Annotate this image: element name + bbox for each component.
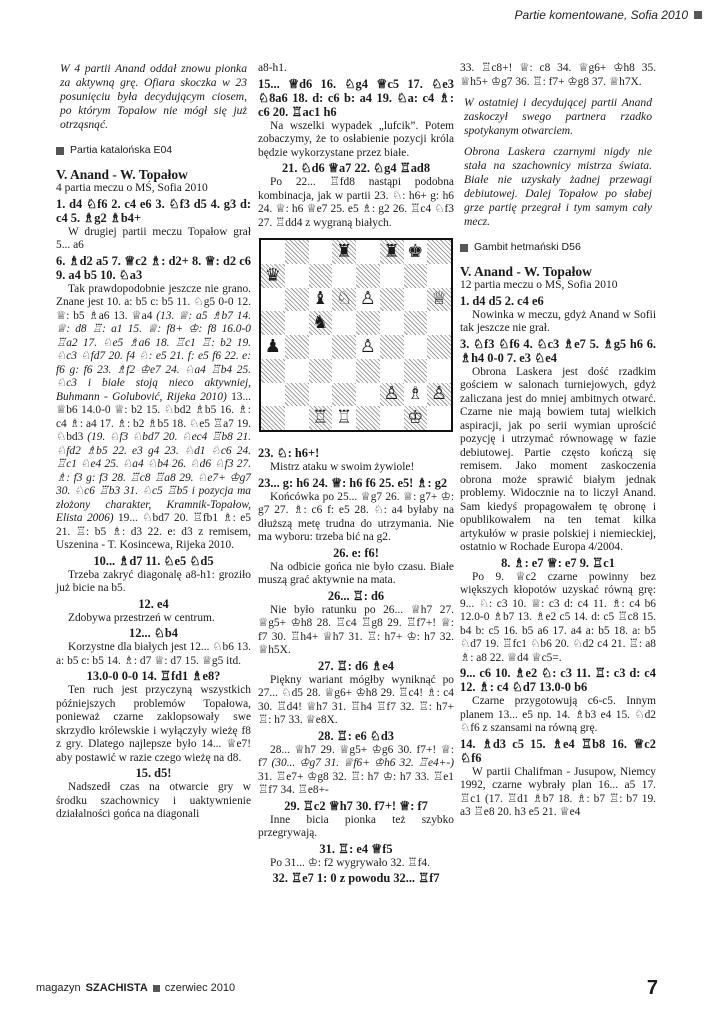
moves: 23. ♘: h6+!: [258, 446, 320, 460]
board-square: [309, 383, 333, 407]
comment-variation: (19. ♘f3 ♘bd7 20. ♘ec4 ♖b8 21. ♘fd2 ♗b5 22. e3 g4 23. ♘d1 ♘c6 24. ♖c1 ♘e4 25. ♘a4 ♘b4 26. ♘d6 ♘f3 27. ♗: f3 g: f3 28. ♖c8 ♖a8 29. ♘e7+ ♔g7 30. ♘c6 ♖b3 31. ♘c5 ♖b5 i pozycja ma złożony charakter, Kramnik-Topałow, Elista 2006): [56, 431, 251, 524]
comment: Końcówka po 25... ♕g7 26. ♕: g7+ ♔: g7 27. ♗: c6 f: e5 28. ♘: a4 byłaby na dłuższą metę trudna do utrzymania. Nie ma wyboru: trzeba bić na g2.: [258, 490, 454, 543]
moves: 15... ♕d6 16. ♘g4 ♕c5 17. ♘e3 ♘8a6 18. d: c6 b: a4 19. ♘a: c4 ♗: c6 20. ♖ac1 h6: [258, 76, 454, 119]
board-square: [285, 383, 309, 407]
board-square: [404, 359, 428, 383]
board-square: [427, 406, 451, 430]
comment: 33. ♖c8+! ♕: c8 34. ♕g6+ ♔h8 35. ♕h5+ ♔g7 36. ♖: f7+ ♔g8 37. ♕h7X.: [460, 62, 656, 88]
chess-piece: ♜: [332, 240, 356, 264]
chess-piece: ♛: [261, 264, 285, 288]
board-square: [356, 311, 380, 335]
chess-piece: ♕: [427, 288, 451, 312]
board-square: [285, 311, 309, 335]
comment: Czarne przygotowują c6-c5. Innym planem 13... e5 np. 14. ♗b3 e4 15. ♘d2 ♘f6 z szansami na równą grę.: [460, 695, 656, 734]
moves: 1. d4 d5 2. c4 e6: [460, 293, 544, 308]
header-title: Partie komentowane, Sofia 2010: [514, 8, 688, 22]
board-square: [261, 359, 285, 383]
comment-variation: (13. ♕: a5 ♗b7 14. ♕: d8 ♖: a1 15. ♕: f8+ ♔: f8 16.0-0 ♖a2 17. ♘e5 ♗a6 18. ♖c1 ♖: b2 19. ♘c3 ♘fd7 20. f4 ♘: e5 21. f: e5 f6 22. e: f6 g: f6 23. ♗f2 ♔e7 24. ♘a4 ♖b4 25. ♘c3 i białe stoją nieco aktywniej, Buhmann - Golubović, Rijeka 2010): [56, 309, 251, 403]
moves: 9... c6 10. ♗e2 ♘: c3 11. ♖: c3 d: c4 12. ♗: c4 ♘d7 13.0-0 b6: [460, 666, 656, 694]
board-square: [356, 264, 380, 288]
board-square: [261, 240, 285, 264]
board-square: [380, 335, 404, 359]
board-square: [285, 264, 309, 288]
comment: Trzeba zakryć diagonalę a8-h1: groziło już bicie na b5.: [56, 568, 251, 594]
intro-text: W 4 partii Anand oddał znowu pionka za aktywną grę. Ofiara skoczka w 23 posunięciu była decydującym ciosem, po którym Topałow nie mógł się już otrząsnąć.: [60, 62, 247, 131]
game-title: V. Anand - W. Topałow: [56, 166, 188, 182]
game-title: V. Anand - W. Topałow: [460, 263, 592, 279]
comment: Po 22... ♖fd8 nastąpi podobna kombinacja, jak w partii 23. ♘: h6+ g: h6 24. ♕: h6 ♕e7 25. e5 ♗: g2 26. ♖c4 ♘f3 27. ♖dd4 z wygraną białych.: [258, 176, 454, 229]
board-square: [285, 359, 309, 383]
comment: Obrona Laskera jest dość rzadkim gościem w salonach turniejowych, gdyż zaliczana jest do mniej ambitnych otwarć. Czarne nie mają bowiem tutaj wielkich aspiracji, jak po serii wymian uprościć pozycję i utrzymać równowagę w fazie debiutowej. Partie często kończą się remisem. Jako moment zaskoczenia obrona może sprawić białym jednak problemy. Widocznie na to liczył Anand. Sam kiedyś propagowałem tę obronę i opublikowałem na ten temat kilka artykułów w prasie polskiej i niemieckiej, ostatnio w Rochade Europa 4/2004.: [460, 365, 656, 553]
board-square: [261, 311, 285, 335]
comment: Zdobywa przestrzeń w centrum.: [68, 611, 215, 624]
chess-piece: ♘: [332, 288, 356, 312]
comment: Nowinka w meczu, gdyż Anand w Sofii tak jeszcze nie grał.: [460, 308, 656, 334]
chess-piece: ♟: [261, 335, 285, 359]
board-square: [427, 264, 451, 288]
comment-variation: (30... ♔g7 31. ♕f6+ ♔h6 32. ♖e4+-): [271, 757, 454, 769]
board-square: [380, 406, 404, 430]
moves: 29. ♖c2 ♕h7 30. f7+! ♕: f7: [284, 798, 428, 813]
header-square-icon: [694, 11, 702, 19]
game-subtitle: 4 partia meczu o MŚ, Sofia 2010: [56, 182, 208, 194]
board-square: [261, 406, 285, 430]
comment-part: 19... ♘bd7 20. ♖fb1 ♗: e5 21. ♖: b5 ♗: d3 22. e: d3 z remisem, Uszenina - T. Kosincewa, Rijeka 2010.: [56, 512, 251, 551]
moves: 28. ♖: e6 ♘d3: [318, 728, 394, 743]
comment: W drugiej partii meczu Topałow grał 5... a6: [56, 225, 251, 251]
board-square: [380, 311, 404, 335]
board-square: [380, 359, 404, 383]
comment-part: 13... ♕b6 14.0-0 ♕: b2 15. ♘bd2 ♗b5 16. ♗: c4 ♗: a4 17. ♗: b2 ♗b5 18. ♘e5 ♖a7 19. ♘bd3: [56, 390, 251, 443]
board-square: [332, 383, 356, 407]
comment: a8-h1.: [258, 62, 287, 74]
section-title: Gambit hetmański D56: [474, 241, 581, 253]
moves: 21. ♘d6 ♕a7 22. ♘g4 ♖ad8: [281, 161, 431, 175]
board-square: [332, 359, 356, 383]
board-square: [332, 335, 356, 359]
board-square: [285, 406, 309, 430]
moves: 12... ♘b4: [129, 626, 178, 640]
chess-piece: ♝: [309, 288, 333, 312]
footer-date: czerwiec 2010: [164, 982, 236, 994]
board-square: [404, 264, 428, 288]
comment: Mistrz ataku w swoim żywiole!: [270, 461, 415, 473]
comment: Po 31... ♔: f2 wygrywało 32. ♖f4.: [270, 856, 430, 869]
moves: 14. ♗d3 c5 15. ♗e4 ♖b8 16. ♕c2 ♘f6: [460, 736, 656, 765]
section-heading: [460, 241, 656, 255]
board-square: [332, 264, 356, 288]
board-square: [404, 288, 428, 312]
page-number: 7: [646, 977, 658, 999]
comment: Korzystne dla białych jest 12... ♘b6 13. a: b5 c: b5 14. ♗: d7 ♕: d7 15. ♕g5 itd.: [56, 641, 251, 667]
chess-piece: ♜: [380, 240, 404, 264]
moves: 3. ♘f3 ♘f6 4. ♘c3 ♗e7 5. ♗g5 h6 6. ♗h4 0-0 7. e3 ♘e4: [460, 336, 656, 365]
comment-part: 28... ♕h7 29. ♕g5+ ♔g6 30. f7+! ♕: f7: [258, 743, 454, 769]
chess-piece: ♙: [380, 383, 404, 407]
chess-piece: ♙: [356, 288, 380, 312]
board-square: [404, 335, 428, 359]
section-title: Partia katalońska E04: [70, 144, 173, 156]
board-square: [332, 311, 356, 335]
chess-piece: ♖: [309, 406, 333, 430]
section-square-icon: [460, 244, 468, 252]
comment: Nadszedł czas na otwarcie gry w środku szachownicy i uaktywnienie działalności gońca na diagonali: [56, 781, 251, 820]
board-square: [427, 311, 451, 335]
footer-brand: SZACHISTA: [85, 982, 148, 994]
comment: Nie było ratunku po 26... ♕h7 27. ♕g5+ ♔h8 28. ♖c4 ♖g8 29. ♖f7+! ♕: f7 30. ♖h4+ ♕h7 31. ♖: h7+ ♔: h7 32. ♕h5X.: [258, 603, 454, 656]
comment-part: Tak prawdopodobnie jeszcze nie grano. Znane jest 10. a: b5 c: b5 11. ♘g5 0-0 12. ♕: b5 ♗a6 13. ♕a4: [56, 282, 251, 322]
moves: 26... ♖: d6: [327, 588, 385, 603]
comment: W partii Chalifman - Jusupow, Niemcy 1992, czarne wybrały plan 16... a5 17. ♖c1 (17. ♖d1 ♗b7 18. ♗: b7 ♖: b7 19. a3 ♖e8 20. h3 e5 21. ♕e4: [460, 765, 656, 818]
chess-piece: ♙: [356, 335, 380, 359]
board-square: [356, 240, 380, 264]
comment: Inne bicia pionka też szybko przegrywają.: [258, 813, 454, 839]
moves: 23... g: h6 24. ♕: h6 f6 25. e5! ♗: g2: [258, 475, 448, 490]
section-heading: [56, 144, 251, 158]
board-square: [285, 335, 309, 359]
board-square: [285, 288, 309, 312]
board-square: [309, 335, 333, 359]
moves: 1. d4 ♘f6 2. c4 e6 3. ♘f3 d5 4. g3 d: c4 5. ♗g2 ♗b4+: [56, 196, 251, 225]
intro-text: W ostatniej i decydującej partii Anand zaskoczył swego partnera rzadko spotykanym otwarciem.: [464, 96, 652, 137]
section-square-icon: [56, 147, 64, 155]
chess-piece: ♔: [404, 406, 428, 430]
moves: 13.0-0 0-0 14. ♖fd1 ♗e8?: [86, 669, 221, 683]
comment-part: 31. ♖e7+ ♔g8 32. ♖: h7 ♔: h7 33. ♖e1 ♖f7 34. ♖e8+-: [258, 770, 454, 796]
game-subtitle: 12 partia meczu o MŚ, Sofia 2010: [460, 279, 618, 291]
footer-square-icon: [153, 985, 160, 992]
board-square: [309, 359, 333, 383]
board-square: [285, 240, 309, 264]
comment: Po 9. ♕c2 czarne powinny bez większych kłopotów uzyskać równą grę: 9... ♘: c3 10. ♕: c3 d: c4 11. ♗: c4 b6 12.0-0 ♗b7 13. ♗e2 c5 14. d: c5 ♖c8 15. b4 b: c5 16. b5 a6 17. a4 a: b5 18. a: b5 ♘d7 19. ♖fc1 ♘b6 20. ♘d2 c4 21. ♖: a8 ♗: a8 22. ♕d4 ♕c5=.: [460, 570, 656, 664]
board-square: [380, 264, 404, 288]
board-square: [356, 406, 380, 430]
moves: 8. ♗: e7 ♕: e7 9. ♖c1: [501, 555, 615, 570]
chess-piece: ♚: [404, 240, 428, 264]
moves: 15. d5!: [135, 766, 172, 780]
comment: Na odbicie gońca nie było czasu. Białe muszą grać aktywnie na mata.: [258, 560, 454, 586]
board-square: [427, 240, 451, 264]
board-square: [427, 335, 451, 359]
board-square: [356, 383, 380, 407]
moves: 27. ♖: d6 ♗e4: [318, 658, 394, 673]
comment: [258, 744, 454, 798]
comment: Ten ruch jest przyczyną wszystkich późniejszych problemów Topałowa, ponieważ czarne zaklopsowały swe skrzydło królewskie i wyłączyły wieżę f8 z gry. Dlatego najlepsze było 14... ♕e7! aby postawić w razie czego wieżę na d8.: [56, 684, 251, 764]
comment: Na wszelki wypadek „lufcik”. Potem zobaczymy, że to osłabienie pozycji króla będzie wykorzystane przez białe.: [258, 119, 454, 159]
comment: Piękny wariant mógłby wyniknąć po 27... ♘d5 28. ♕g6+ ♔h8 29. ♖c4! ♗: c4 30. ♖d4! ♕h7 31. ♖h4 ♖f7 32. ♖: h7+ ♖: h7 33. ♕e8X.: [258, 673, 454, 726]
moves: 26. e: f6!: [333, 545, 379, 560]
column-1: [56, 62, 251, 823]
board-square: [309, 240, 333, 264]
board-square: [261, 383, 285, 407]
chess-diagram: [259, 238, 453, 432]
board-square: [404, 311, 428, 335]
comment: [56, 283, 251, 553]
moves: 32. ♖e7 1: 0 z powodu 32... ♖f7: [272, 871, 440, 885]
running-header: [515, 8, 702, 22]
footer-magazine: magazyn: [36, 982, 81, 994]
intro-text: Obrona Laskera czarnymi nigdy nie stała na szachownicy mistrza świata. Białe nie uzyskały żadnej przewagi debiutowej. Dalej Topałow po słabej grze partię przegrał i tym samym cały mecz.: [464, 145, 652, 228]
moves: 6. ♗d2 a5 7. ♕c2 ♗: d2+ 8. ♕: d2 c6 9. a4 b5 10. ♘a3: [56, 253, 251, 282]
footer: [36, 982, 235, 994]
chess-piece: ♙: [427, 383, 451, 407]
moves: 31. ♖: e4 ♕f5: [319, 841, 393, 856]
moves: 12. e4: [138, 596, 169, 611]
column-2: [258, 62, 454, 886]
board-square: [309, 264, 333, 288]
board-square: [380, 288, 404, 312]
board-square: [356, 359, 380, 383]
chess-piece: ♖: [332, 406, 356, 430]
chess-piece: ♗: [404, 383, 428, 407]
board-square: [427, 359, 451, 383]
chess-piece: ♞: [309, 311, 333, 335]
board-square: [261, 288, 285, 312]
moves: 10... ♗d7 11. ♘e5 ♘d5: [93, 553, 214, 568]
column-3: [460, 62, 656, 821]
